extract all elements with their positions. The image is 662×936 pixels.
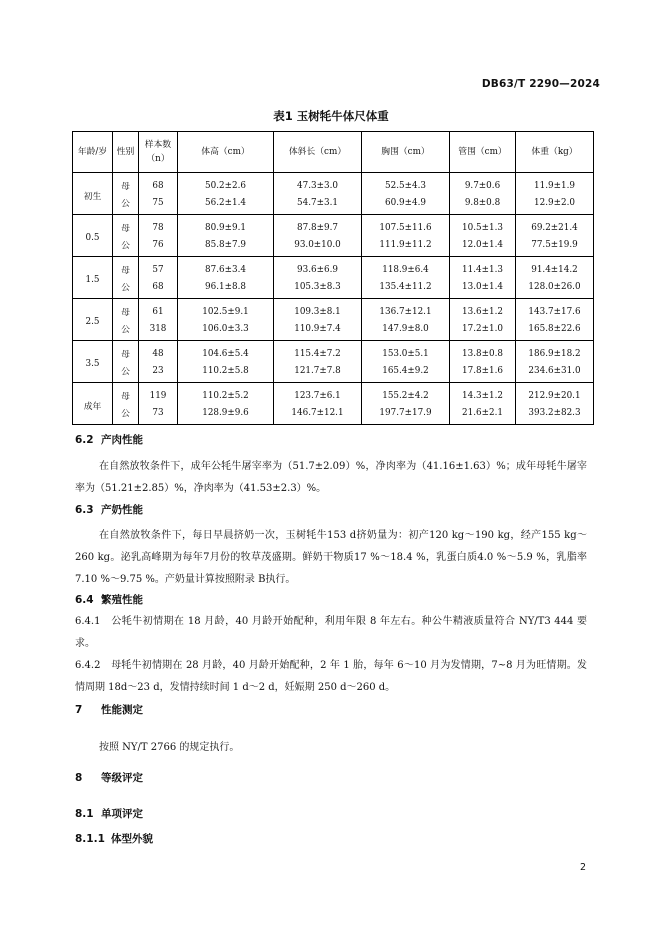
section-number: 8.1.1 [75,833,105,845]
section-number: 6.4.2 [75,660,101,671]
section-7-heading [75,702,143,717]
table-row [73,362,594,383]
cell-chest: 136.7±12.1 [362,299,450,321]
cell-height: 102.5±9.1 [178,299,274,321]
table-row [73,320,594,341]
cell-chest: 52.5±4.3 [362,173,450,195]
cell-weight: 234.6±31.0 [516,362,594,383]
table-row [73,278,594,299]
cell-height: 110.2±5.2 [178,383,274,405]
cell-sample-size: 73 [139,404,178,425]
cell-weight: 11.9±1.9 [516,173,594,195]
header-length: 体斜长（cm） [274,132,362,173]
section-6-2-heading [75,432,143,447]
cell-sample-size: 75 [139,194,178,215]
cell-sex: 母 [113,215,139,237]
table-row [73,236,594,257]
table-header-row [73,132,594,173]
clause-text: 母牦牛初情期在 28 月龄，40 月龄开始配种，2 年 1 胎，每年 6～10 月为发情期，7~8 月为旺情期。发情周期 18d～23 d，发情持续时间 1 d～2 d，妊娠期 250 d～260 d。 [75,660,587,693]
cell-cannon: 10.5±1.3 [450,215,516,237]
document-code: DB63/T 2290—2024 [481,78,600,90]
cell-length: 115.4±7.2 [274,341,362,363]
cell-sample-size: 76 [139,236,178,257]
cell-sex: 母 [113,341,139,363]
cell-cannon: 12.0±1.4 [450,236,516,257]
cell-age: 成年 [73,383,113,425]
header-sample-size-line2: （n） [146,154,170,164]
cell-sex: 公 [113,404,139,425]
header-cannon: 管围（cm） [450,132,516,173]
clause-text: 公牦牛初情期在 18 月龄，40 月龄开始配种，利用年限 8 年左右。种公牛精液质量符合 NY/T3 444 要求。 [75,616,587,649]
cell-sample-size: 61 [139,299,178,321]
header-age: 年龄/岁 [73,132,113,173]
cell-cannon: 13.6±1.2 [450,299,516,321]
section-8-1-1-heading [75,831,153,846]
cell-age: 1.5 [73,257,113,299]
cell-cannon: 14.3±1.2 [450,383,516,405]
section-7-text: 按照 NY/T 2766 的规定执行。 [99,742,240,753]
cell-sex: 公 [113,194,139,215]
cell-age: 初生 [73,173,113,215]
cell-length: 87.8±9.7 [274,215,362,237]
cell-chest: 107.5±11.6 [362,215,450,237]
table-row [73,194,594,215]
header-sex: 性别 [113,132,139,173]
cell-length: 110.9±7.4 [274,320,362,341]
section-title: 繁殖性能 [101,594,143,606]
cell-cannon: 9.7±0.6 [450,173,516,195]
section-number: 6.4.1 [75,616,101,627]
section-6-4-1-text [75,611,587,655]
cell-chest: 153.0±5.1 [362,341,450,363]
cell-sample-size: 318 [139,320,178,341]
table-row [73,341,594,363]
cell-weight: 212.9±20.1 [516,383,594,405]
section-number: 6.2 [75,434,94,446]
table-row [73,215,594,237]
cell-sample-size: 48 [139,341,178,363]
table-title: 表1 玉树牦牛体尺体重 [273,109,389,123]
table-body [73,173,594,425]
cell-cannon: 13.8±0.8 [450,341,516,363]
section-title: 等级评定 [101,772,143,784]
cell-weight: 12.9±2.0 [516,194,594,215]
cell-chest: 155.2±4.2 [362,383,450,405]
section-title: 单项评定 [101,808,143,820]
cell-height: 106.0±3.3 [178,320,274,341]
cell-height: 96.1±8.8 [178,278,274,299]
cell-sex: 母 [113,173,139,195]
cell-sex: 母 [113,299,139,321]
header-sample-size [139,132,178,173]
cell-length: 93.6±6.9 [274,257,362,279]
cell-chest: 147.9±8.0 [362,320,450,341]
table-row [73,299,594,321]
cell-age: 0.5 [73,215,113,257]
cell-sample-size: 57 [139,257,178,279]
cell-height: 110.2±5.8 [178,362,274,383]
section-number: 7 [75,704,83,716]
cell-sex: 母 [113,257,139,279]
section-number: 8.1 [75,808,94,820]
cell-weight: 143.7±17.6 [516,299,594,321]
cell-length: 93.0±10.0 [274,236,362,257]
section-6-3-heading [75,502,143,517]
section-title: 产奶性能 [101,504,143,516]
cell-weight: 69.2±21.4 [516,215,594,237]
cell-sex: 公 [113,362,139,383]
section-6-4-heading [75,592,143,607]
cell-cannon: 11.4±1.3 [450,257,516,279]
section-8-heading [75,770,143,785]
cell-weight: 128.0±26.0 [516,278,594,299]
cell-length: 146.7±12.1 [274,404,362,425]
cell-age: 2.5 [73,299,113,341]
cell-length: 109.3±8.1 [274,299,362,321]
cell-sample-size: 68 [139,173,178,195]
cell-chest: 135.4±11.2 [362,278,450,299]
cell-sex: 母 [113,383,139,405]
section-number: 6.4 [75,594,94,606]
cell-age: 3.5 [73,341,113,383]
cell-cannon: 9.8±0.8 [450,194,516,215]
table-row [73,404,594,425]
cell-cannon: 21.6±2.1 [450,404,516,425]
header-height: 体高（cm） [178,132,274,173]
table-row [73,173,594,195]
table-row [73,257,594,279]
section-title: 体型外貌 [111,833,153,845]
table-row [73,383,594,405]
section-number: 8 [75,772,83,784]
cell-chest: 165.4±9.2 [362,362,450,383]
cell-length: 123.7±6.1 [274,383,362,405]
cell-sex: 公 [113,278,139,299]
section-title: 产肉性能 [101,434,143,446]
cell-chest: 60.9±4.9 [362,194,450,215]
header-weight: 体重（kg） [516,132,594,173]
cell-weight: 393.2±82.3 [516,404,594,425]
cell-length: 121.7±7.8 [274,362,362,383]
section-6-4-2-text [75,655,587,699]
cell-height: 85.8±7.9 [178,236,274,257]
cell-weight: 186.9±18.2 [516,341,594,363]
cell-weight: 77.5±19.9 [516,236,594,257]
header-sample-size-line1: 样本数 [144,140,172,150]
cell-height: 104.6±5.4 [178,341,274,363]
header-chest: 胸围（cm） [362,132,450,173]
section-title: 性能测定 [101,704,143,716]
cell-height: 50.2±2.6 [178,173,274,195]
cell-sex: 公 [113,320,139,341]
cell-chest: 197.7±17.9 [362,404,450,425]
body-measurement-table [72,131,594,425]
cell-cannon: 13.0±1.4 [450,278,516,299]
cell-weight: 91.4±14.2 [516,257,594,279]
cell-length: 54.7±3.1 [274,194,362,215]
cell-length: 47.3±3.0 [274,173,362,195]
cell-height: 80.9±9.1 [178,215,274,237]
cell-sex: 公 [113,236,139,257]
section-6-3-text: 在自然放牧条件下，每日早晨挤奶一次，玉树牦牛153 d挤奶量为：初产120 kg～190 kg，经产155 kg～260 kg。泌乳高峰期为每年7月份的牧草茂盛期。鲜奶干物质17 %～18.4 %，乳蛋白质4.0 %～5.9 %，乳脂率7.10 %～9.75 %。产奶量计算按照附录 B执行。 [75,530,587,585]
cell-sample-size: 78 [139,215,178,237]
section-6-2-text: 在自然放牧条件下，成年公牦牛屠宰率为（51.7±2.09）%，净肉率为（41.16±1.63）%；成年母牦牛屠宰率为（51.21±2.85）%，净肉率为（41.53±2.3）%。 [75,461,587,494]
cell-chest: 118.9±6.4 [362,257,450,279]
cell-sample-size: 23 [139,362,178,383]
cell-height: 87.6±3.4 [178,257,274,279]
section-8-1-heading [75,806,143,821]
cell-length: 105.3±8.3 [274,278,362,299]
section-number: 6.3 [75,504,94,516]
cell-height: 128.9±9.6 [178,404,274,425]
cell-height: 56.2±1.4 [178,194,274,215]
cell-sample-size: 68 [139,278,178,299]
cell-cannon: 17.8±1.6 [450,362,516,383]
cell-sample-size: 119 [139,383,178,405]
cell-weight: 165.8±22.6 [516,320,594,341]
cell-cannon: 17.2±1.0 [450,320,516,341]
cell-chest: 111.9±11.2 [362,236,450,257]
page-number: 2 [579,862,586,873]
